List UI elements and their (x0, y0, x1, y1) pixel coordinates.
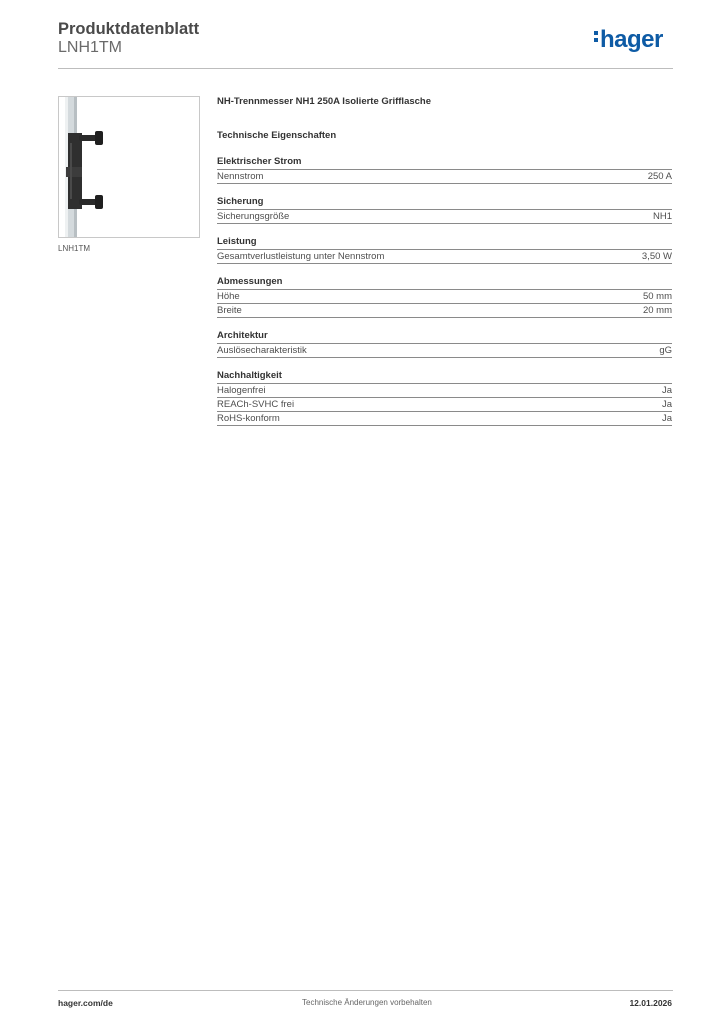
spec-label: Halogenfrei (217, 385, 266, 396)
spec-label: Sicherungsgröße (217, 211, 290, 222)
spec-row (217, 290, 672, 304)
product-name: NH-Trennmesser NH1 250A Isolierte Grifflasche (217, 96, 432, 107)
spec-row (217, 344, 672, 358)
spec-row (217, 384, 672, 398)
group-title: Leistung (217, 236, 672, 250)
footer-date: 12.01.2026 (629, 998, 672, 1008)
product-image (58, 96, 200, 238)
footer-divider (58, 990, 673, 991)
spec-row (217, 304, 672, 318)
spec-value: NH1 (652, 211, 672, 222)
group-title: Architektur (217, 330, 672, 344)
group-title: Abmessungen (217, 276, 672, 290)
spec-value: 3,50 W (641, 251, 672, 262)
spec-row (217, 412, 672, 426)
spec-group (217, 196, 672, 224)
group-title: Elektrischer Strom (217, 156, 672, 170)
header-divider (58, 68, 673, 69)
spec-group (217, 156, 672, 184)
spec-groups (217, 156, 672, 426)
spec-value: gG (659, 345, 672, 356)
spec-label: Breite (217, 305, 242, 316)
footer-notice: Technische Änderungen vorbehalten (302, 998, 432, 1007)
page-title: Produktdatenblatt (58, 20, 200, 38)
spec-row (217, 398, 672, 412)
spec-label: REACh-SVHC frei (217, 399, 295, 410)
spec-content (217, 96, 672, 426)
spec-label: Auslösecharakteristik (217, 345, 307, 356)
hager-logo (594, 26, 663, 54)
logo-colon-icon (594, 28, 600, 45)
spec-value: Ja (661, 399, 672, 410)
spec-group (217, 236, 672, 264)
spec-row (217, 210, 672, 224)
spec-label: Höhe (217, 291, 240, 302)
spec-value: Ja (661, 385, 672, 396)
spec-label: Nennstrom (217, 171, 264, 182)
spec-row (217, 170, 672, 184)
footer-website-link[interactable]: hager.com/de (58, 998, 113, 1008)
spec-label: RoHS-konform (217, 413, 280, 424)
logo-text: hager (600, 26, 663, 53)
group-title: Sicherung (217, 196, 672, 210)
disconnect-blade-image (59, 97, 199, 237)
spec-group (217, 276, 672, 318)
spec-value: 250 A (647, 171, 672, 182)
spec-value: 50 mm (642, 291, 672, 302)
spec-row (217, 250, 672, 264)
spec-group (217, 370, 672, 426)
product-code-subtitle: LNH1TM (58, 39, 123, 56)
spec-label: Gesamtverlustleistung unter Nennstrom (217, 251, 385, 262)
image-caption: LNH1TM (58, 244, 91, 253)
section-title: Technische Eigenschaften (217, 130, 337, 141)
spec-group (217, 330, 672, 358)
group-title: Nachhaltigkeit (217, 370, 672, 384)
spec-value: 20 mm (642, 305, 672, 316)
spec-value: Ja (661, 413, 672, 424)
